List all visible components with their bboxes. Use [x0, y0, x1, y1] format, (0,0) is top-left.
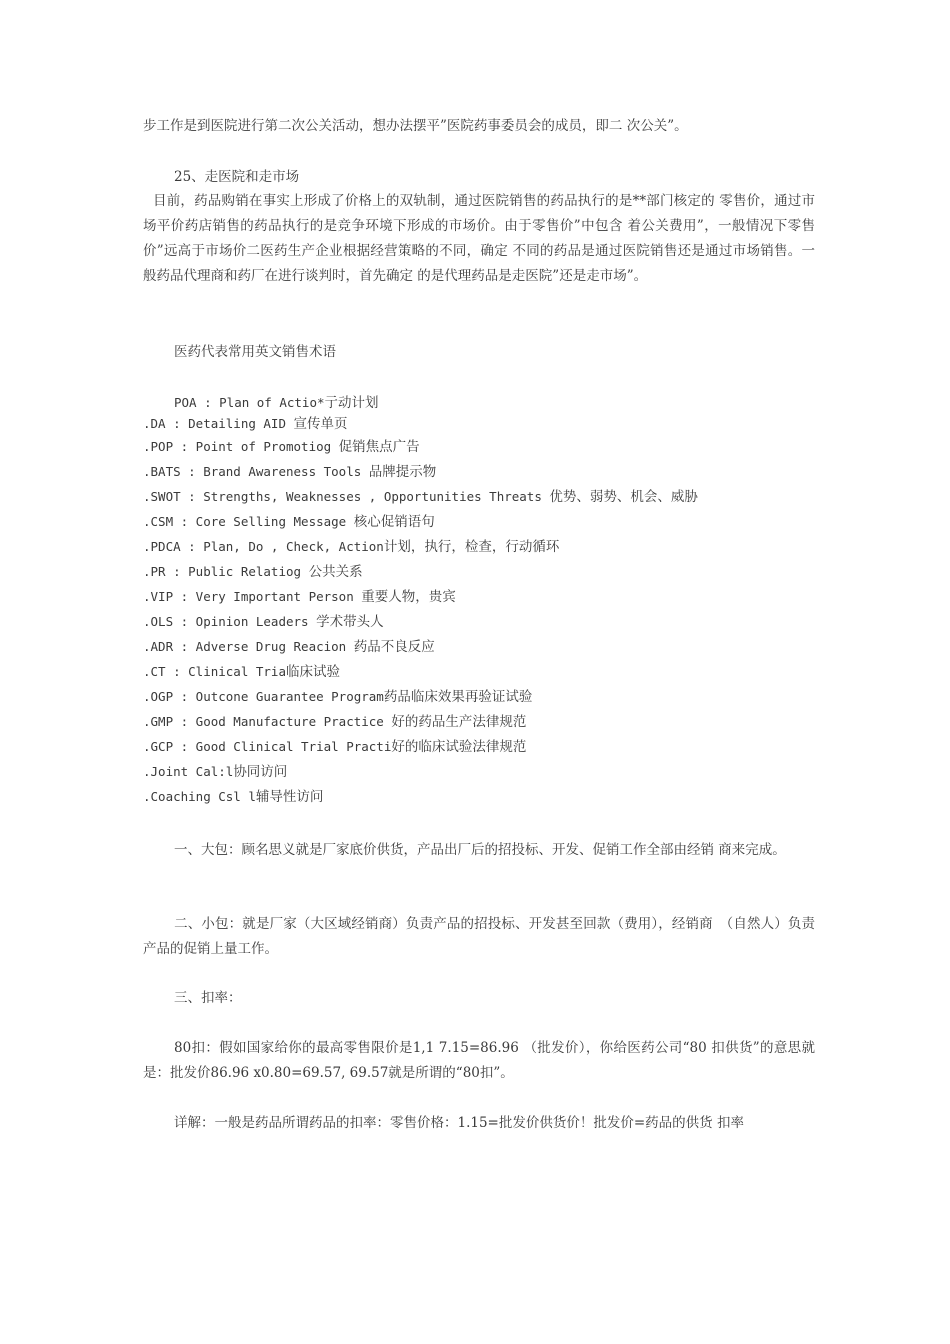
term-line	[143, 414, 348, 434]
term-english: .OLS : Opinion Leaders	[143, 614, 317, 629]
term-english: .DA : Detailing AID	[143, 416, 294, 431]
item-small-package: 二、小包：就是厂家（大区域经销商）负责产品的招投标、开发甚至回款（费用），经销商 （自然人）负责产品的促销上量工作。	[143, 916, 815, 957]
term-english: .BATS : Brand Awareness Tools	[143, 464, 369, 479]
term-english: .VIP : Very Important Person	[143, 589, 362, 604]
detail-explanation: 详解：一般是药品所谓药品的扣率：零售价格：1.15=批发价供货价！批发价=药品的供货 扣率	[174, 1115, 744, 1131]
term-chinese: 好的药品生产法律规范	[391, 714, 527, 730]
term-english: .CT : Clinical Tria	[143, 664, 286, 679]
term-chinese: 药品临床效果再验证试验	[383, 689, 533, 705]
term-english: .POP : Point of Promotiog	[143, 439, 339, 454]
section-25-heading: 25、走医院和走市场	[174, 169, 300, 185]
term-line	[143, 737, 526, 757]
term-chinese: 核心促销语句	[353, 514, 435, 530]
term-line	[143, 562, 363, 582]
term-line	[143, 662, 340, 682]
term-line	[143, 712, 526, 732]
term-english: .GMP : Good Manufacture Practice	[143, 714, 392, 729]
section-25-body: 目前，药品购销在事实上形成了价格上的双轨制，通过医院销售的药品执行的是**部门核定的 零售价，通过市场平价药店销售的药品执行的是竞争环境下形成的市场价。由于零售价”中包含 着公关费用”，一般情况下零售价”远高于市场价二医药生产企业根据经营策略的不同，确定 不同的药品是通过医院销售还是通过市场销售。一般药品代理商和药厂在进行谈判时，首先确定 的是代理药品是走医院”还是走市场”。	[143, 193, 815, 284]
term-chinese: 计划，执行，检查，行动循环	[383, 539, 560, 555]
term-english: .Coaching Csl l	[143, 789, 256, 804]
term-chinese: 品牌提示物	[368, 464, 437, 480]
term-line	[143, 687, 532, 707]
term-english: .SWOT : Strengths, Weaknesses , Opportunities Threats	[143, 489, 550, 504]
term-line	[143, 537, 559, 557]
term-chinese: 临床试验	[286, 664, 340, 680]
term-line	[143, 512, 435, 532]
term-line	[143, 637, 435, 657]
term-chinese: 学术带头人	[316, 614, 384, 630]
term-chinese: 辅导性访问	[255, 789, 324, 805]
item-80-discount: 80扣：假如国家给你的最高零售限价是1,1 7.15=86.96 （批发价），你给医药公司“80 扣供货”的意思就是：批发价86.96 x0.80=69.57, 69.57就是所谓的“80扣”。	[143, 1040, 815, 1081]
term-line	[143, 787, 323, 807]
term-chinese: 好的临床试验法律规范	[391, 739, 527, 755]
term-english: .Joint Cal:l	[143, 764, 234, 779]
term-chinese: 重要人物，贵宾	[361, 589, 456, 605]
term-line	[143, 487, 698, 507]
term-chinese: 亍动计划	[324, 395, 379, 411]
term-line	[174, 393, 379, 413]
term-line	[143, 587, 456, 607]
term-line	[143, 612, 384, 632]
term-english: .OGP : Outcone Guarantee Program	[143, 689, 384, 704]
item-discount-rate: 三、扣率：	[174, 990, 242, 1006]
term-line	[143, 462, 436, 482]
term-chinese: 优势、弱势、机会、威胁	[549, 489, 698, 505]
term-chinese: 宣传单页	[293, 416, 348, 432]
terms-heading: 医药代表常用英文销售术语	[174, 344, 336, 360]
term-english: .PDCA : Plan, Do , Check, Action	[143, 539, 384, 554]
term-chinese: 促销焦点广告	[338, 439, 420, 455]
term-line	[143, 762, 287, 782]
term-chinese: 协同访问	[233, 764, 288, 780]
term-english: POA : Plan of Actio*	[174, 395, 325, 410]
term-chinese: 药品不良反应	[353, 639, 435, 655]
term-line	[143, 437, 420, 457]
text-line-top: 步工作是到医院进行第二次公关活动，想办法摆平”医院药事委员会的成员，即二 次公关”。	[143, 118, 688, 134]
term-english: .PR : Public Relatiog	[143, 564, 309, 579]
term-english: .GCP : Good Clinical Trial Practi	[143, 739, 392, 754]
term-english: .CSM : Core Selling Message	[143, 514, 354, 529]
item-big-package: 一、大包：顾名思义就是厂家底价供货，产品出厂后的招投标、开发、促销工作全部由经销 商来完成。	[174, 842, 786, 858]
term-english: .ADR : Adverse Drug Reacion	[143, 639, 354, 654]
term-chinese: 公共关系	[308, 564, 363, 580]
